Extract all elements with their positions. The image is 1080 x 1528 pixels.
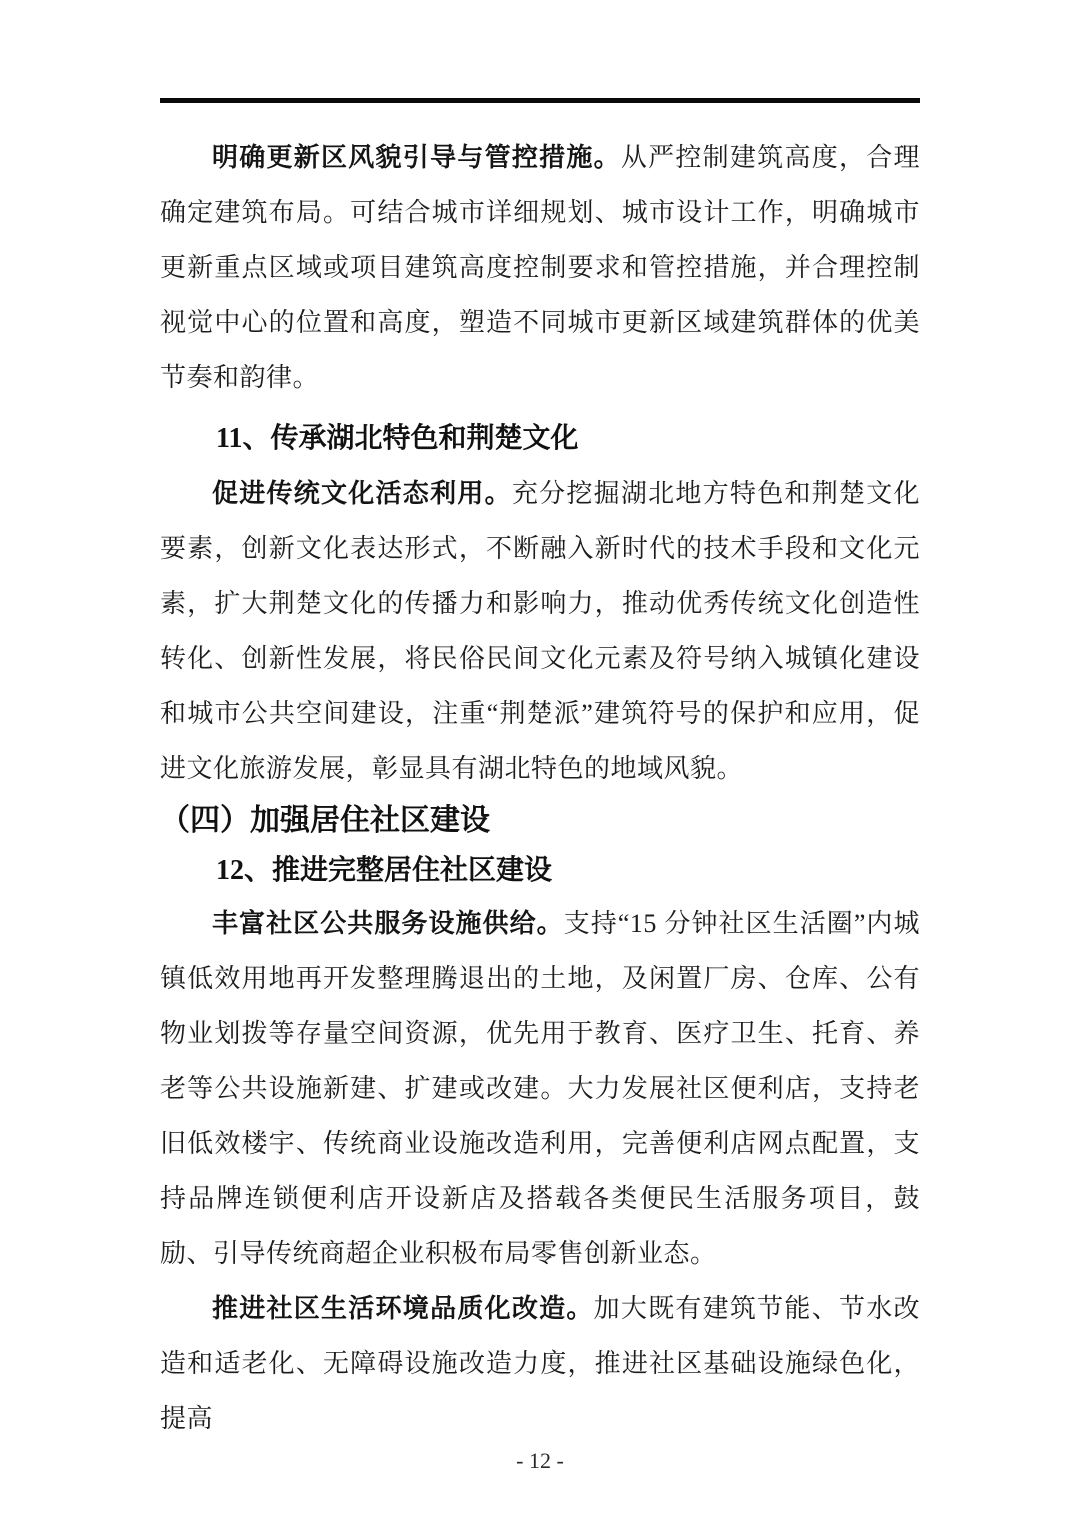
para-style-control-body: 从严控制建筑高度，合理确定建筑布局。可结合城市详细规划、城市设计工作，明确城市更新重点区域或项目建筑高度控制要求和管控措施，并合理控制视觉中心的位置和高度，塑造不同城市更新区域建筑群体的优美节奏和韵律。 [160,143,920,392]
para-style-control-lead: 明确更新区风貌引导与管控措施。 [212,143,621,172]
heading-section-4: （四）加强居住社区建设 [160,804,490,837]
page-content [160,98,920,1476]
para-living-environment [160,1281,920,1446]
heading-12: 12、推进完整居住社区建设 [216,855,553,886]
page-number: - 12 - [516,1448,564,1473]
para-living-environment-body: 加大既有建筑节能、节水改造和适老化、无障碍设施改造力度，推进社区基础设施绿色化，提高 [160,1294,920,1433]
para-culture-lead: 促进传统文化活态利用。 [212,479,512,508]
para-culture-body: 充分挖掘湖北地方特色和荆楚文化要素，创新文化表达形式，不断融入新时代的技术手段和文化元素，扩大荆楚文化的传播力和影响力，推动优秀传统文化创造性转化、创新性发展，将民俗民间文化元素及符号纳入城镇化建设和城市公共空间建设，注重“荆楚派”建筑符号的保护和应用，促进文化旅游发展，彰显具有湖北特色的地域风貌。 [160,479,920,783]
para-community-services-lead: 丰富社区公共服务设施供给。 [212,909,564,938]
para-culture [160,466,920,796]
para-style-control [160,130,920,405]
heading-11: 11、传承湖北特色和荆楚文化 [216,423,579,454]
para-community-services [160,896,920,1281]
para-living-environment-lead: 推进社区生活环境品质化改造。 [212,1294,594,1323]
header-rule [160,98,920,103]
para-community-services-body: 支持“15 分钟社区生活圈”内城镇低效用地再开发整理腾退出的土地，及闲置厂房、仓库、公有物业划拨等存量空间资源，优先用于教育、医疗卫生、托育、养老等公共设施新建、扩建或改建。大力发展社区便利店，支持老旧低效楼宇、传统商业设施改造利用，完善便利店网点配置，支持品牌连锁便利店开设新店及搭载各类便民生活服务项目，鼓励、引导传统商超企业积极布局零售创新业态。 [160,909,920,1268]
